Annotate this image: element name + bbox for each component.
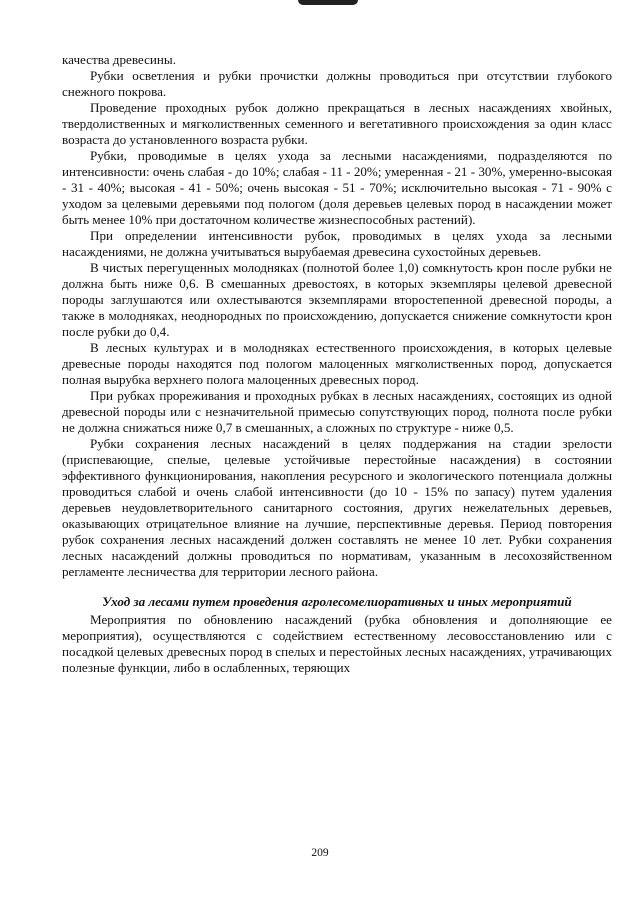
document-page xyxy=(62,52,612,676)
paragraph: Рубки сохранения лесных насаждений в целях поддержания на стадии зрелости (приспевающие, спелые, целевые устойчивые перестойные насаждения) в состоянии эффективного функционирования, накопления ресурсного и экологического потенциала должны проводиться слабой и очень слабой интенсивности (до 10 - 15% по запасу) путем удаления деревьев неудовлетворительного санитарного состояния, других нежелательных деревьев, оказывающих отрицательное влияние на лучшие, перспективные деревья. Период повторения рубок сохранения лесных насаждений должен составлять не менее 10 лет. Рубки сохранения лесных насаждений должны проводиться по нормативам, указанным в лесохозяйственном регламенте лесничества для территории лесного района. xyxy=(62,436,612,579)
paragraph: Рубки, проводимые в целях ухода за лесными насаждениями, подразделяются по интенсивности: очень слабая - до 10%; слабая - 11 - 20%; умеренная - 21 - 30%, умеренно-высокая - 31 - 40%; высокая - 41 - 50%; очень высокая - 51 - 70%; исключительно высокая - 71 - 90% с уходом за целевыми деревьями под пологом (доля деревьев целевых пород в насаждении может быть менее 10% при достаточном количестве жизнеспособных растений). xyxy=(62,148,612,227)
paragraph: В чистых перегущенных молодняках (полнотой более 1,0) сомкнутость крон после рубки не должна быть ниже 0,6. В смешанных древостоях, в которых экземпляры целевой древесной породы заглушаются или охлестываются экземплярами второстепенной древесной породы, а также в молодняках, неоднородных по происхождению, допускается снижение сомкнутости крон после рубки до 0,4. xyxy=(62,260,612,339)
paragraph: При рубках прореживания и проходных рубках в лесных насаждениях, состоящих из одной древесной породы или с незначительной примесью сопутствующих пород, полнота после рубки не должна снижаться ниже 0,7 в смешанных, а сложных по структуре - ниже 0,5. xyxy=(62,388,612,435)
section-heading: Уход за лесами путем проведения агролесомелиоративных и иных мероприятий xyxy=(102,594,572,609)
paragraph: В лесных культурах и в молодняках естественного происхождения, в которых целевые древесные породы находятся под пологом малоценных мягколиственных пород, допускается полная вырубка верхнего полога малоценных древесных пород. xyxy=(62,340,612,387)
paragraph: Проведение проходных рубок должно прекращаться в лесных насаждениях хвойных, твердолиственных и мягколиственных семенного и вегетативного происхождения за один класс возраста до установленного возраста рубки. xyxy=(62,100,612,147)
paragraph: При определении интенсивности рубок, проводимых в целях ухода за лесными насаждениями, не должна учитываться вырубаемая древесина сухостойных деревьев. xyxy=(62,228,612,259)
paragraph-continuation: качества древесины. xyxy=(62,52,176,67)
paragraph: Мероприятия по обновлению насаждений (рубка обновления и дополняющие ее мероприятия), осуществляются с содействием естественному лесовосстановлению или с посадкой целевых древесных пород в спелых и перестойных лесных насаждениях, утрачивающих полезные функции, либо в ослабленных, теряющих xyxy=(62,612,612,675)
page-number: 209 xyxy=(311,847,329,859)
top-edge-mark xyxy=(298,0,358,5)
paragraph: Рубки осветления и рубки прочистки должны проводиться при отсутствии глубокого снежного покрова. xyxy=(62,68,612,99)
